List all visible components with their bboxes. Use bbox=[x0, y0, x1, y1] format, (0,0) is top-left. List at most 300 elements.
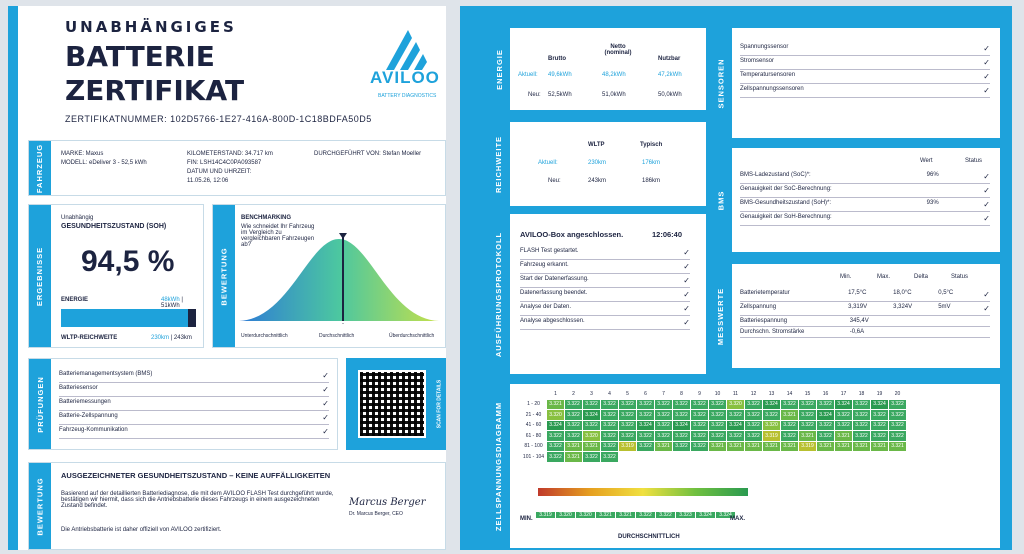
empty-cell bbox=[799, 452, 817, 463]
rating-text2: Die Antriebsbatterie ist daher offiziell von AVILOO zertifiziert. bbox=[61, 527, 222, 533]
cell-value: 3.322 bbox=[817, 420, 835, 431]
cell-value: 3.322 bbox=[817, 399, 835, 410]
bench-low: Unterdurchschnittlich bbox=[241, 333, 288, 339]
col-header: 17 bbox=[835, 389, 853, 400]
list-item bbox=[520, 260, 690, 274]
rg-akt-2: 176km bbox=[642, 160, 661, 166]
col-header: 20 bbox=[889, 389, 907, 400]
cell-value: 3.321 bbox=[727, 441, 745, 452]
cell-value: 3.322 bbox=[709, 410, 727, 421]
cell-value: 3.324 bbox=[637, 420, 655, 431]
list-item bbox=[59, 383, 329, 397]
cell-value: 3.321 bbox=[547, 399, 565, 410]
vehicle-fin: FIN: LSH14C4C0PA093587 bbox=[187, 160, 262, 166]
rg-akt: Aktuell: bbox=[538, 160, 558, 166]
cell-value: 3.321 bbox=[583, 441, 601, 452]
measure-head: Status bbox=[951, 274, 969, 280]
en-akt-2: 48,2kWh bbox=[602, 72, 626, 78]
list-item bbox=[520, 288, 690, 302]
cell-value: 3.322 bbox=[619, 420, 637, 431]
cell-value: 3.322 bbox=[601, 420, 619, 431]
cell-value: 3.322 bbox=[637, 441, 655, 452]
cell-value: 3.322 bbox=[637, 410, 655, 421]
list-item bbox=[740, 84, 990, 98]
list-item bbox=[740, 184, 990, 198]
signature: Marcus Berger bbox=[349, 497, 426, 508]
result-label: Unabhängig bbox=[61, 215, 94, 221]
cell-value: 3.322 bbox=[583, 399, 601, 410]
check-icon: ✓ bbox=[683, 262, 690, 271]
en-h2: Netto (nominal) bbox=[604, 44, 632, 56]
row-label: 81 - 100 bbox=[521, 441, 547, 452]
qr-card[interactable] bbox=[346, 358, 446, 450]
cell-value: 3.319 bbox=[619, 441, 637, 452]
cell-value: 3.322 bbox=[853, 431, 871, 442]
list-item-label: Datenerfassung beendet. bbox=[520, 290, 588, 296]
logo-icon bbox=[378, 24, 436, 70]
cell-value: 3.322 bbox=[673, 399, 691, 410]
bms-value bbox=[927, 186, 967, 195]
cell-heatmap bbox=[520, 388, 907, 463]
check-icon: ✓ bbox=[983, 72, 990, 81]
cell-value: 3.322 bbox=[583, 452, 601, 463]
check-icon: ✓ bbox=[983, 290, 990, 299]
cell-value: 3.322 bbox=[547, 431, 565, 442]
cell-value: 3.321 bbox=[799, 431, 817, 442]
check-icon: ✓ bbox=[322, 399, 329, 408]
col-header: 13 bbox=[763, 389, 781, 400]
scale-value: 3.320 bbox=[576, 512, 595, 518]
cell-value: 3.324 bbox=[763, 399, 781, 410]
empty-cell bbox=[889, 452, 907, 463]
measure-value: 17,5°C bbox=[848, 290, 867, 296]
list-item bbox=[740, 212, 990, 226]
bench-title: BENCHMARKING bbox=[241, 215, 291, 221]
cell-value: 3.321 bbox=[745, 441, 763, 452]
measure-value bbox=[897, 318, 934, 324]
empty-cell bbox=[763, 452, 781, 463]
measure-label: Durchschn. Stromstärke bbox=[740, 329, 805, 335]
cell-value: 3.321 bbox=[871, 441, 889, 452]
rating-text: Basierend auf der detaillierten Batteriediagnose, die mit dem AVILOO FLASH Test durchgeführt wurde, bestätigen wir hiermit, dass sich die Antriebsbatterie dieses Fahrzeugs in einem ausgezeichneten Zustand befindet. bbox=[61, 491, 334, 509]
cell-value: 3.324 bbox=[727, 420, 745, 431]
rating-title: AUSGEZEICHNETER GESUNDHEITSZUSTAND – KEINE AUFFÄLLIGKEITEN bbox=[61, 471, 331, 480]
empty-cell bbox=[619, 452, 637, 463]
tests-side: PRÜFUNGEN bbox=[29, 359, 51, 449]
cell-value: 3.322 bbox=[565, 420, 583, 431]
measure-value: 5mV bbox=[938, 304, 951, 310]
col-header: 15 bbox=[799, 389, 817, 400]
cell-value: 3.322 bbox=[871, 420, 889, 431]
sensors-side: SENSOREN bbox=[710, 28, 732, 138]
cell-value: 3.320 bbox=[547, 410, 565, 421]
cell-value: 3.319 bbox=[763, 431, 781, 442]
col-header: 1 bbox=[547, 389, 565, 400]
range-card bbox=[488, 122, 706, 206]
cell-value: 3.322 bbox=[763, 410, 781, 421]
header-line1: UNABHÄNGIGES bbox=[65, 18, 237, 36]
qr-code[interactable] bbox=[358, 370, 426, 438]
cell-value: 3.322 bbox=[691, 441, 709, 452]
cert-number: ZERTIFIKATNUMMER: 102D5766-1E27-416A-800D-1C18BDFA50D5 bbox=[65, 114, 372, 124]
scale-max: MAX. bbox=[730, 516, 745, 522]
empty-cell bbox=[745, 452, 763, 463]
measure-label: Batterietemperatur bbox=[740, 290, 790, 296]
cell-value: 3.322 bbox=[781, 431, 799, 442]
bms-value bbox=[927, 214, 967, 223]
cell-value: 3.322 bbox=[601, 399, 619, 410]
vehicle-km: KILOMETERSTAND: 34.717 km bbox=[187, 151, 273, 157]
energy-bar-fill bbox=[61, 309, 188, 327]
empty-cell bbox=[673, 452, 691, 463]
list-item bbox=[740, 42, 990, 56]
check-icon: ✓ bbox=[322, 427, 329, 436]
col-header: 18 bbox=[853, 389, 871, 400]
cell-value: 3.322 bbox=[781, 399, 799, 410]
col-header: 10 bbox=[709, 389, 727, 400]
rg-neu-1: 243km bbox=[588, 178, 607, 184]
list-item bbox=[520, 302, 690, 316]
rg-h1: WLTP bbox=[588, 142, 605, 148]
list-item-label: Start der Datenerfassung. bbox=[520, 276, 589, 282]
bms-h1: Wert bbox=[920, 158, 933, 164]
bench-curve bbox=[239, 229, 439, 324]
energy-card bbox=[488, 28, 706, 110]
logo-sub: BATTERY DIAGNOSTICS bbox=[378, 93, 437, 99]
bms-label: BMS-Ladezustand (SoC)*: bbox=[740, 172, 811, 178]
bench-high: Überdurchschnittlich bbox=[389, 333, 435, 339]
bms-value: 93% bbox=[926, 200, 939, 206]
row-label: 61 - 80 bbox=[521, 431, 547, 442]
result-card bbox=[28, 204, 204, 348]
list-item bbox=[520, 274, 690, 288]
list-item-label: Temperatursensoren bbox=[740, 72, 796, 78]
measure-head: Max. bbox=[877, 274, 891, 280]
cell-value: 3.322 bbox=[565, 399, 583, 410]
measure-head: Min. bbox=[840, 274, 852, 280]
cell-value: 3.322 bbox=[655, 431, 673, 442]
cell-value: 3.322 bbox=[601, 452, 619, 463]
cell-value: 3.321 bbox=[763, 441, 781, 452]
protocol-time: 12:06:40 bbox=[652, 230, 683, 239]
list-item-label: FLASH Test gestartet. bbox=[520, 248, 579, 254]
empty-cell bbox=[655, 452, 673, 463]
scale-min: MIN. bbox=[520, 516, 533, 522]
rating-card bbox=[28, 462, 446, 550]
cell-value: 3.321 bbox=[853, 441, 871, 452]
cell-value: 3.322 bbox=[619, 410, 637, 421]
empty-cell bbox=[709, 452, 727, 463]
bms-label: Genauigkeit der SoC-Berechnung: bbox=[740, 186, 832, 192]
cell-value: 3.321 bbox=[835, 431, 853, 442]
row-label: 1 - 20 bbox=[521, 399, 547, 410]
cell-value: 3.321 bbox=[781, 410, 799, 421]
list-item bbox=[520, 246, 690, 260]
check-icon: ✓ bbox=[983, 214, 990, 223]
check-icon: ✓ bbox=[322, 413, 329, 422]
cell-value: 3.322 bbox=[889, 420, 907, 431]
list-item-label: Batteriesensor bbox=[59, 385, 98, 391]
bench-avg: Durchschnittlich bbox=[319, 333, 355, 339]
measure-value bbox=[897, 329, 934, 335]
energy-label: ENERGIE bbox=[61, 297, 89, 303]
list-item-label: Batteriemanagementsystem (BMS) bbox=[59, 371, 153, 377]
list-item bbox=[59, 425, 329, 439]
vehicle-tester: DURCHGEFÜHRT VON: Stefan Moeller bbox=[314, 151, 422, 157]
wltp-val: 230km bbox=[151, 335, 170, 341]
check-icon: ✓ bbox=[683, 290, 690, 299]
cell-value: 3.322 bbox=[727, 431, 745, 442]
cell-value: 3.322 bbox=[889, 410, 907, 421]
cell-value: 3.319 bbox=[799, 441, 817, 452]
vehicle-date-label: DATUM UND UHRZEIT: bbox=[187, 169, 252, 175]
list-item bbox=[740, 198, 990, 212]
cell-value: 3.320 bbox=[763, 420, 781, 431]
rg-neu: Neu: bbox=[548, 178, 561, 184]
empty-cell bbox=[853, 452, 871, 463]
check-icon: ✓ bbox=[983, 44, 990, 53]
header-line3: ZERTIFIKAT bbox=[65, 74, 245, 107]
cell-value: 3.322 bbox=[637, 431, 655, 442]
cell-value: 3.320 bbox=[583, 431, 601, 442]
measure-head: Delta bbox=[914, 274, 929, 280]
rg-neu-2: 186km bbox=[642, 178, 661, 184]
cell-value: 3.322 bbox=[601, 410, 619, 421]
col-header: 2 bbox=[565, 389, 583, 400]
cell-value: 3.322 bbox=[871, 431, 889, 442]
vehicle-side: FAHRZEUG bbox=[29, 141, 51, 195]
cell-value: 3.322 bbox=[709, 420, 727, 431]
energy-bar bbox=[61, 309, 196, 327]
cell-value: 3.322 bbox=[655, 410, 673, 421]
col-header: 5 bbox=[619, 389, 637, 400]
list-item-label: Fahrzeug-Kommunikation bbox=[59, 427, 128, 433]
cell-value: 3.324 bbox=[673, 420, 691, 431]
cell-value: 3.322 bbox=[601, 441, 619, 452]
list-item-label: Batteriemessungen bbox=[59, 399, 111, 405]
cell-value: 3.322 bbox=[835, 420, 853, 431]
check-icon: ✓ bbox=[683, 248, 690, 257]
en-neu-2: 51,0kWh bbox=[602, 92, 626, 98]
bms-card bbox=[710, 148, 1000, 252]
check-icon: ✓ bbox=[983, 186, 990, 195]
bench-question: Wie schneidet Ihr Fahrzeug im Vergleich zu vergleichbaren Fahrzeugen ab? bbox=[241, 224, 315, 248]
list-item bbox=[520, 316, 690, 330]
measure-label: Batteriespannung bbox=[740, 318, 788, 324]
en-akt-1: 49,6kWh bbox=[548, 72, 572, 78]
check-icon: ✓ bbox=[683, 276, 690, 285]
list-item bbox=[59, 411, 329, 425]
col-header: 4 bbox=[601, 389, 619, 400]
col-header: 7 bbox=[655, 389, 673, 400]
empty-cell bbox=[871, 452, 889, 463]
cell-value: 3.322 bbox=[745, 410, 763, 421]
cell-value: 3.322 bbox=[565, 431, 583, 442]
cell-value: 3.322 bbox=[853, 410, 871, 421]
cell-value: 3.322 bbox=[673, 410, 691, 421]
empty-cell bbox=[781, 452, 799, 463]
row-label: 21 - 40 bbox=[521, 410, 547, 421]
scale-value: 3.321 bbox=[616, 512, 635, 518]
cell-value: 3.321 bbox=[655, 441, 673, 452]
col-header: 19 bbox=[871, 389, 889, 400]
scale-avg: DURCHSCHNITTLICH bbox=[618, 534, 680, 540]
cell-value: 3.322 bbox=[673, 441, 691, 452]
cell-value: 3.322 bbox=[799, 399, 817, 410]
vehicle-make: MARKE: Maxus bbox=[61, 151, 104, 157]
cell-value: 3.322 bbox=[547, 452, 565, 463]
scale-value: 3.320 bbox=[556, 512, 575, 518]
row-label: 101 - 104 bbox=[521, 452, 547, 463]
col-header: 11 bbox=[727, 389, 745, 400]
cell-value: 3.321 bbox=[889, 441, 907, 452]
check-icon: ✓ bbox=[983, 58, 990, 67]
measure-card bbox=[710, 264, 1000, 368]
cell-value: 3.324 bbox=[835, 399, 853, 410]
cell-value: 3.322 bbox=[817, 431, 835, 442]
cell-value: 3.322 bbox=[799, 410, 817, 421]
cell-value: 3.324 bbox=[547, 420, 565, 431]
cell-value: 3.322 bbox=[745, 431, 763, 442]
cell-value: 3.322 bbox=[889, 431, 907, 442]
col-header: 6 bbox=[637, 389, 655, 400]
cell-value: 3.322 bbox=[835, 410, 853, 421]
col-header: 3 bbox=[583, 389, 601, 400]
scale-value: 3.322 bbox=[656, 512, 675, 518]
en-neu-1: 52,5kWh bbox=[548, 92, 572, 98]
en-akt: Aktuell: bbox=[518, 72, 538, 78]
cell-value: 3.322 bbox=[691, 431, 709, 442]
cell-value: 3.322 bbox=[637, 399, 655, 410]
list-item-label: Stromsensor bbox=[740, 58, 775, 64]
rg-h2: Typisch bbox=[640, 142, 663, 148]
cell-value: 3.322 bbox=[601, 431, 619, 442]
list-item-label: Analyse abgeschlossen. bbox=[520, 318, 585, 324]
bms-label: Genauigkeit der SoH-Berechnung: bbox=[740, 214, 832, 220]
check-icon: ✓ bbox=[683, 304, 690, 313]
measure-value bbox=[943, 329, 980, 335]
cell-value: 3.322 bbox=[583, 420, 601, 431]
energy-total: | 51kWh bbox=[161, 297, 183, 309]
en-h1: Brutto bbox=[548, 56, 566, 62]
check-icon: ✓ bbox=[983, 86, 990, 95]
list-item bbox=[59, 397, 329, 411]
measure-value: 3,324V bbox=[893, 304, 913, 310]
list-item-label: Zellspannungssensoren bbox=[740, 86, 804, 92]
check-icon: ✓ bbox=[983, 304, 990, 313]
cell-value: 3.322 bbox=[691, 410, 709, 421]
list-item-label: Fahrzeug erkannt. bbox=[520, 262, 569, 268]
cell-value: 3.322 bbox=[565, 410, 583, 421]
cell-value: 3.324 bbox=[817, 410, 835, 421]
cell-value: 3.322 bbox=[871, 410, 889, 421]
cell-value: 3.322 bbox=[781, 420, 799, 431]
rating-side: BEWERTUNG bbox=[29, 463, 51, 549]
cell-value: 3.321 bbox=[709, 441, 727, 452]
cell-value: 3.321 bbox=[565, 452, 583, 463]
tests-card bbox=[28, 358, 338, 450]
wltp-label: WLTP-REICHWEITE bbox=[61, 335, 118, 341]
empty-cell bbox=[817, 452, 835, 463]
signature-name: Dr. Marcus Berger, CEO bbox=[349, 511, 403, 517]
col-header: 8 bbox=[673, 389, 691, 400]
header-line2: BATTERIE bbox=[65, 40, 215, 73]
list-item-label: Batterie-Zellspannung bbox=[59, 413, 118, 419]
cell-value: 3.322 bbox=[619, 431, 637, 442]
bench-side: BEWERTUNG bbox=[213, 205, 235, 347]
cell-value: 3.321 bbox=[781, 441, 799, 452]
check-icon: ✓ bbox=[683, 318, 690, 327]
empty-cell bbox=[835, 452, 853, 463]
measure-value bbox=[943, 318, 980, 324]
voltage-scale-bar bbox=[538, 488, 748, 496]
en-neu-3: 50,0kWh bbox=[658, 92, 682, 98]
measure-value: 18,0°C bbox=[893, 290, 912, 296]
en-akt-3: 47,2kWh bbox=[658, 72, 682, 78]
empty-cell bbox=[637, 452, 655, 463]
cell-value: 3.322 bbox=[691, 420, 709, 431]
bms-label: BMS-Gesundheitszustand (SoH)*: bbox=[740, 200, 832, 206]
cell-value: 3.322 bbox=[727, 410, 745, 421]
result-title: GESUNDHEITSZUSTAND (SOH) bbox=[61, 223, 167, 230]
cell-value: 3.322 bbox=[853, 420, 871, 431]
check-icon: ✓ bbox=[983, 172, 990, 181]
measure-value: 0,5°C bbox=[938, 290, 954, 296]
protocol-title: AVILOO-Box angeschlossen. bbox=[520, 230, 624, 239]
qr-label: SCAN FOR DETAILS bbox=[436, 379, 442, 429]
cell-value: 3.322 bbox=[745, 420, 763, 431]
cell-value: 3.322 bbox=[547, 441, 565, 452]
cell-value: 3.322 bbox=[655, 399, 673, 410]
certificate-page-1 bbox=[8, 6, 446, 550]
scale-value: 3.324 bbox=[716, 512, 735, 518]
logo-text: AVILOO bbox=[370, 68, 440, 87]
page-stripe bbox=[8, 6, 18, 550]
voltage-scale bbox=[536, 512, 736, 518]
measure-label: Zellspannung bbox=[740, 304, 777, 310]
measure-value: 3,319V bbox=[848, 304, 868, 310]
cell-value: 3.321 bbox=[835, 441, 853, 452]
cell-value: 3.322 bbox=[745, 399, 763, 410]
en-neu: Neu: bbox=[528, 92, 541, 98]
list-item bbox=[740, 288, 990, 302]
range-side: REICHWEITE bbox=[488, 122, 510, 206]
cell-value: 3.322 bbox=[709, 399, 727, 410]
cell-value: 3.322 bbox=[655, 420, 673, 431]
check-icon: ✓ bbox=[983, 200, 990, 209]
cell-value: 3.321 bbox=[565, 441, 583, 452]
vehicle-date: 11.05.26, 12:06 bbox=[187, 178, 229, 184]
list-item bbox=[740, 70, 990, 84]
list-item-label: Spannungssensor bbox=[740, 44, 789, 50]
empty-cell bbox=[691, 452, 709, 463]
measure-side: MESSWERTE bbox=[710, 264, 732, 368]
cell-value: 3.322 bbox=[889, 399, 907, 410]
measure-value: -0,6A bbox=[849, 329, 865, 335]
sensors-card bbox=[710, 28, 1000, 138]
col-header: 14 bbox=[781, 389, 799, 400]
protocol-side: AUSFÜHRUNGSPROTOKOLL bbox=[488, 214, 510, 374]
wltp-total: | 243km bbox=[170, 335, 192, 341]
cell-value: 3.322 bbox=[673, 431, 691, 442]
cell-value: 3.322 bbox=[619, 399, 637, 410]
empty-cell bbox=[727, 452, 745, 463]
protocol-card bbox=[488, 214, 706, 374]
benchmark-card bbox=[212, 204, 446, 348]
check-icon: ✓ bbox=[322, 385, 329, 394]
scale-value: 3.324 bbox=[696, 512, 715, 518]
vehicle-card bbox=[28, 140, 446, 196]
